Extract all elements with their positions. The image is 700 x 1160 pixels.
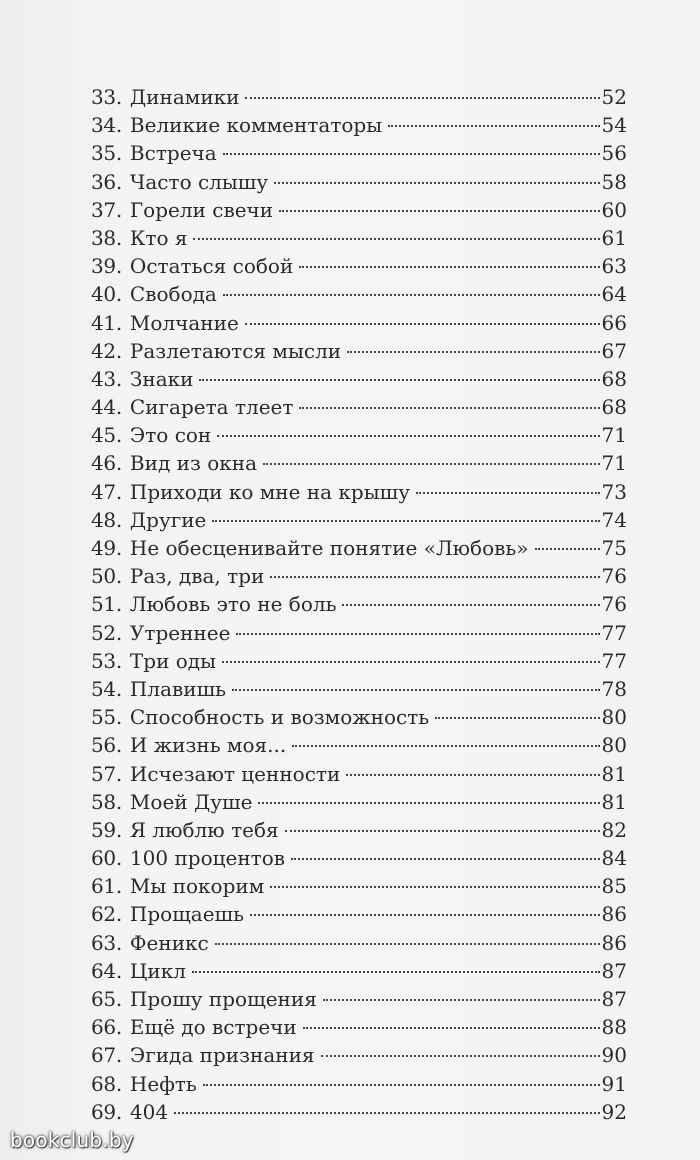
toc-entry-title: Разлетаются мысли [129, 338, 342, 363]
toc-entry-page-number: 76 [601, 592, 627, 617]
toc-entry-title: Другие [129, 507, 207, 532]
toc-dot-leader [274, 182, 599, 184]
toc-dot-leader [321, 1055, 600, 1057]
toc-dot-leader [245, 97, 599, 99]
toc-entry-page-number: 77 [601, 648, 627, 673]
toc-entry-number: 59. [91, 817, 122, 842]
toc-entry-page-number: 86 [601, 902, 627, 927]
toc-entry [91, 506, 627, 534]
toc-entry [91, 647, 627, 675]
toc-entry-number: 48. [91, 507, 122, 532]
toc-entry [91, 788, 627, 816]
toc-entry [91, 252, 627, 280]
toc-entry [91, 816, 627, 844]
toc-entry-number: 43. [91, 366, 122, 391]
toc-dot-leader [223, 153, 600, 155]
toc-entry-title: И жизнь моя... [129, 733, 287, 758]
toc-entry-title: Три оды [129, 648, 217, 673]
toc-entry-page-number: 54 [601, 113, 627, 138]
toc-dot-leader [388, 125, 599, 127]
toc-entry [91, 365, 627, 393]
toc-entry-title: Великие комментаторы [129, 113, 383, 138]
toc-entry-page-number: 76 [601, 564, 627, 589]
toc-dot-leader [192, 971, 600, 973]
toc-dot-leader [263, 463, 600, 465]
toc-entry-page-number: 91 [601, 1071, 627, 1096]
toc-entry-number: 62. [91, 902, 122, 927]
toc-dot-leader [258, 802, 599, 804]
toc-entry-number: 56. [91, 733, 122, 758]
toc-entry-title: Раз, два, три [129, 564, 265, 589]
toc-entry-title: Приходи ко мне на крышу [129, 479, 410, 504]
toc-dot-leader [193, 238, 599, 240]
toc-entry [91, 929, 627, 957]
toc-dot-leader [299, 266, 599, 268]
toc-dot-leader [347, 351, 599, 353]
toc-entry-number: 35. [91, 141, 122, 166]
toc-entry-page-number: 71 [601, 423, 627, 448]
toc-entry-page-number: 77 [601, 620, 627, 645]
toc-entry-title: Любовь это не боль [129, 592, 337, 617]
toc-entry [91, 337, 627, 365]
toc-entry [91, 421, 627, 449]
toc-entry [91, 731, 627, 759]
toc-entry-title: Вид из окна [129, 451, 258, 476]
toc-entry-number: 37. [91, 197, 122, 222]
toc-entry-page-number: 68 [601, 366, 627, 391]
toc-dot-leader [174, 1112, 599, 1114]
toc-dot-leader [535, 548, 600, 550]
toc-entry-number: 67. [91, 1043, 122, 1068]
toc-entry-page-number: 52 [601, 85, 627, 109]
toc-entry-title: Часто слышу [129, 169, 269, 194]
toc-entry-page-number: 56 [601, 141, 627, 166]
toc-dot-leader [223, 294, 600, 296]
toc-entry-number: 65. [91, 987, 122, 1011]
toc-entry-page-number: 66 [601, 310, 627, 335]
toc-entry-title: Кто я [129, 225, 188, 250]
toc-dot-leader [217, 435, 599, 437]
toc-entry-title: Встреча [129, 141, 217, 166]
toc-entry-number: 57. [91, 761, 122, 786]
toc-entry-title: Эгида признания [129, 1043, 315, 1068]
toc-dot-leader [245, 323, 600, 325]
toc-entry-page-number: 87 [601, 958, 627, 983]
toc-entry-number: 46. [91, 451, 122, 476]
toc-entry-number: 51. [91, 592, 122, 617]
toc-entry-number: 63. [91, 930, 122, 955]
toc-entry-number: 40. [91, 282, 122, 307]
toc-entry-number: 41. [91, 310, 122, 335]
toc-entry-page-number: 74 [601, 507, 627, 532]
toc-entry-title: Свобода [129, 282, 217, 307]
toc-entry-title: Цикл [129, 958, 186, 983]
toc-entry [91, 168, 627, 196]
toc-entry-title: 404 [129, 1099, 169, 1124]
toc-entry [91, 83, 627, 111]
toc-dot-leader [279, 210, 599, 212]
toc-entry [91, 872, 627, 900]
toc-entry-number: 42. [91, 338, 122, 363]
toc-entry-title: Я люблю тебя [129, 817, 279, 842]
toc-entry-title: Нефть [129, 1071, 197, 1096]
toc-entry [91, 675, 627, 703]
toc-dot-leader [199, 379, 599, 381]
toc-dot-leader [323, 999, 600, 1001]
toc-dot-leader [236, 633, 599, 635]
toc-entry-title: 100 процентов [129, 846, 286, 871]
toc-entry-page-number: 90 [601, 1043, 627, 1068]
toc-entry-number: 69. [91, 1099, 122, 1124]
toc-entry-number: 33. [91, 85, 122, 109]
toc-dot-leader [291, 858, 600, 860]
toc-entry-title: Горели свечи [129, 197, 274, 222]
toc-entry [91, 1013, 627, 1041]
toc-entry [91, 1098, 627, 1126]
toc-entry-title: Феникс [129, 930, 209, 955]
toc-entry-title: Ещё до встречи [129, 1015, 297, 1040]
toc-entry-number: 60. [91, 846, 122, 871]
toc-dot-leader [299, 407, 599, 409]
toc-dot-leader [270, 576, 599, 578]
toc-entry-number: 38. [91, 225, 122, 250]
toc-entry-number: 54. [91, 676, 122, 701]
toc-entry-number: 39. [91, 254, 122, 279]
toc-entry-page-number: 64 [601, 282, 627, 307]
toc-entry [91, 111, 627, 139]
toc-dot-leader [215, 943, 600, 945]
toc-entry-page-number: 85 [601, 874, 627, 899]
toc-entry-number: 47. [91, 479, 122, 504]
toc-entry-title: Сигарета тлеет [129, 395, 294, 420]
toc-entry-title: Динамики [129, 85, 240, 109]
toc-entry-number: 45. [91, 423, 122, 448]
toc-entry-page-number: 60 [601, 197, 627, 222]
toc-entry-title: Плавишь [129, 676, 227, 701]
toc-entry-number: 52. [91, 620, 122, 645]
toc-dot-leader [346, 774, 599, 776]
toc-entry [91, 619, 627, 647]
toc-entry-number: 50. [91, 564, 122, 589]
toc-entry-number: 58. [91, 789, 122, 814]
toc-entry-page-number: 71 [601, 451, 627, 476]
toc-entry [91, 1070, 627, 1098]
toc-entry-title: Утреннее [129, 620, 231, 645]
toc-dot-leader [342, 604, 599, 606]
table-of-contents [91, 83, 627, 1126]
toc-entry-page-number: 80 [601, 733, 627, 758]
toc-entry-page-number: 63 [601, 254, 627, 279]
toc-entry-title: Способность и возможность [129, 705, 430, 730]
toc-entry-title: Не обесценивайте понятие «Любовь» [129, 536, 529, 560]
toc-entry [91, 985, 627, 1013]
toc-entry-number: 55. [91, 705, 122, 730]
toc-entry-page-number: 67 [601, 338, 627, 363]
toc-dot-leader [250, 914, 600, 916]
toc-entry-page-number: 81 [601, 761, 627, 786]
toc-entry-page-number: 84 [601, 846, 627, 871]
toc-entry-title: Молчание [129, 310, 239, 335]
toc-dot-leader [232, 689, 599, 691]
toc-entry [91, 590, 627, 618]
toc-entry [91, 224, 627, 252]
toc-entry-page-number: 58 [601, 169, 627, 194]
toc-entry-page-number: 87 [601, 987, 627, 1011]
toc-entry-number: 68. [91, 1071, 122, 1096]
toc-entry [91, 534, 627, 562]
toc-entry-page-number: 78 [601, 676, 627, 701]
toc-entry-page-number: 82 [601, 817, 627, 842]
toc-entry-number: 34. [91, 113, 122, 138]
toc-entry [91, 1041, 627, 1069]
toc-entry-title: Это сон [129, 423, 212, 448]
toc-entry-number: 36. [91, 169, 122, 194]
toc-dot-leader [270, 886, 599, 888]
toc-entry [91, 703, 627, 731]
toc-dot-leader [212, 520, 599, 522]
toc-entry-number: 53. [91, 648, 122, 673]
toc-entry [91, 562, 627, 590]
toc-entry-title: Исчезают ценности [129, 761, 341, 786]
toc-entry [91, 449, 627, 477]
toc-entry-page-number: 86 [601, 930, 627, 955]
toc-entry [91, 309, 627, 337]
toc-entry-title: Знаки [129, 366, 194, 391]
toc-entry [91, 196, 627, 224]
toc-entry-page-number: 73 [601, 479, 627, 504]
toc-entry [91, 844, 627, 872]
toc-entry-title: Остаться собой [129, 254, 294, 279]
toc-entry-page-number: 61 [601, 225, 627, 250]
toc-entry [91, 393, 627, 421]
toc-entry [91, 760, 627, 788]
toc-entry [91, 478, 627, 506]
toc-dot-leader [222, 661, 600, 663]
toc-dot-leader [303, 1027, 600, 1029]
toc-dot-leader [292, 745, 599, 747]
toc-entry-page-number: 88 [601, 1015, 627, 1040]
toc-dot-leader [203, 1084, 600, 1086]
watermark: bookclub.by [10, 1128, 134, 1152]
toc-entry [91, 957, 627, 985]
toc-dot-leader [285, 830, 600, 832]
toc-entry [91, 900, 627, 928]
toc-entry-page-number: 81 [601, 789, 627, 814]
toc-dot-leader [416, 492, 600, 494]
toc-entry-number: 44. [91, 395, 122, 420]
toc-entry [91, 280, 627, 308]
toc-entry-title: Прощаешь [129, 902, 245, 927]
toc-entry-number: 64. [91, 958, 122, 983]
toc-dot-leader [435, 717, 599, 719]
toc-entry [91, 139, 627, 167]
toc-entry-page-number: 75 [601, 536, 627, 560]
toc-entry-title: Прошу прощения [129, 987, 317, 1011]
toc-entry-page-number: 80 [601, 705, 627, 730]
toc-entry-page-number: 68 [601, 395, 627, 420]
toc-entry-number: 66. [91, 1015, 122, 1040]
toc-entry-title: Мы покорим [129, 874, 265, 899]
toc-entry-number: 61. [91, 874, 122, 899]
toc-entry-page-number: 92 [601, 1099, 627, 1124]
toc-entry-title: Моей Душе [129, 789, 253, 814]
toc-entry-number: 49. [91, 536, 122, 560]
